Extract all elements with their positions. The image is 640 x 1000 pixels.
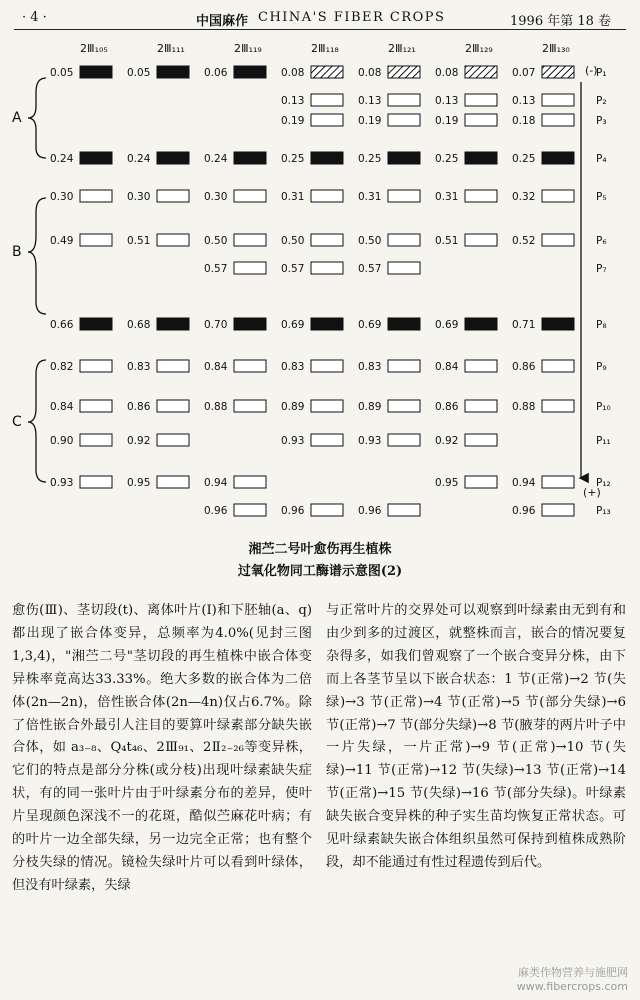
band-rf-label: 0.49 bbox=[50, 235, 74, 247]
band-rf-label: 0.51 bbox=[435, 235, 459, 247]
band-white bbox=[388, 234, 420, 246]
band-position-label: P₁₂ bbox=[596, 477, 611, 489]
lane-7 bbox=[512, 42, 574, 517]
band-position-label: P₁₁ bbox=[596, 435, 611, 447]
band-rf-label: 0.88 bbox=[512, 401, 536, 413]
band-black bbox=[157, 318, 189, 330]
band-rf-label: 0.19 bbox=[435, 115, 459, 127]
band-black bbox=[542, 318, 574, 330]
band-rf-label: 0.25 bbox=[281, 153, 305, 165]
band-white bbox=[388, 114, 420, 126]
band-white bbox=[388, 400, 420, 412]
band-white bbox=[542, 114, 574, 126]
band-black bbox=[157, 66, 189, 78]
band-rf-label: 0.25 bbox=[512, 153, 536, 165]
band-rf-label: 0.83 bbox=[281, 361, 305, 373]
band-position-label: P₄ bbox=[596, 153, 607, 165]
band-white bbox=[311, 504, 343, 516]
band-rf-label: 0.82 bbox=[50, 361, 74, 373]
band-rf-label: 0.50 bbox=[281, 235, 305, 247]
band-black bbox=[542, 152, 574, 164]
watermark-line1: 麻类作物营养与施肥网 bbox=[518, 966, 628, 979]
band-position-label: P₉ bbox=[596, 361, 607, 373]
band-white bbox=[234, 476, 266, 488]
lane-label: 2Ⅲ₁₃₀ bbox=[542, 42, 570, 55]
band-white bbox=[311, 434, 343, 446]
band-white bbox=[465, 434, 497, 446]
figure-caption-line1: 湘苎二号叶愈伤再生植株 bbox=[248, 542, 392, 557]
lane-label: 2Ⅲ₁₂₁ bbox=[388, 42, 416, 55]
band-white bbox=[465, 234, 497, 246]
band-rf-label: 0.89 bbox=[281, 401, 305, 413]
band-rf-label: 0.94 bbox=[204, 477, 228, 489]
band-white bbox=[388, 262, 420, 274]
band-black bbox=[388, 152, 420, 164]
band-rf-label: 0.57 bbox=[281, 263, 305, 275]
band-white bbox=[157, 190, 189, 202]
band-black bbox=[80, 318, 112, 330]
band-rf-label: 0.19 bbox=[281, 115, 305, 127]
band-hatch bbox=[388, 66, 420, 78]
band-rf-label: 0.19 bbox=[358, 115, 382, 127]
band-rf-label: 0.31 bbox=[435, 191, 459, 203]
band-white bbox=[234, 400, 266, 412]
band-white bbox=[388, 504, 420, 516]
band-white bbox=[80, 234, 112, 246]
band-rf-label: 0.86 bbox=[512, 361, 536, 373]
band-white bbox=[311, 234, 343, 246]
anode-label: (+) bbox=[583, 486, 601, 499]
band-rf-label: 0.57 bbox=[204, 263, 228, 275]
band-white bbox=[157, 434, 189, 446]
band-rf-label: 0.13 bbox=[512, 95, 536, 107]
band-rf-label: 0.51 bbox=[127, 235, 151, 247]
band-rf-label: 0.32 bbox=[512, 191, 536, 203]
band-white bbox=[388, 190, 420, 202]
band-rf-label: 0.92 bbox=[435, 435, 459, 447]
band-black bbox=[80, 152, 112, 164]
lane-label: 2Ⅲ₁₁₁ bbox=[157, 42, 185, 55]
journal-title-cn: 中国麻作 bbox=[196, 14, 249, 29]
band-white bbox=[80, 476, 112, 488]
band-rf-label: 0.92 bbox=[127, 435, 151, 447]
band-rf-label: 0.83 bbox=[127, 361, 151, 373]
watermark-line2: www.fibercrops.com bbox=[516, 980, 628, 993]
band-rf-label: 0.05 bbox=[127, 67, 151, 79]
band-hatch bbox=[465, 66, 497, 78]
band-white bbox=[311, 94, 343, 106]
group-label-c: C bbox=[12, 414, 22, 430]
band-rf-label: 0.96 bbox=[512, 505, 536, 517]
band-rf-label: 0.96 bbox=[358, 505, 382, 517]
band-rf-label: 0.93 bbox=[281, 435, 305, 447]
figure-caption-line2: 过氧化物同工酶谱示意图(2) bbox=[237, 564, 403, 579]
band-rf-label: 0.18 bbox=[512, 115, 536, 127]
band-rf-label: 0.24 bbox=[127, 153, 151, 165]
band-rf-label: 0.90 bbox=[50, 435, 74, 447]
band-rf-label: 0.30 bbox=[127, 191, 151, 203]
band-white bbox=[388, 94, 420, 106]
group-brace-b bbox=[12, 198, 46, 314]
lanes-layer bbox=[50, 42, 611, 517]
journal-title-en: CHINA'S FIBER CROPS bbox=[258, 10, 446, 25]
band-rf-label: 0.69 bbox=[358, 319, 382, 331]
band-rf-label: 0.69 bbox=[435, 319, 459, 331]
right-text-column bbox=[326, 600, 626, 875]
lane-5 bbox=[358, 42, 420, 517]
band-white bbox=[542, 360, 574, 372]
zymogram-figure bbox=[0, 30, 640, 530]
lane-3 bbox=[204, 42, 266, 517]
group-label-a: A bbox=[12, 110, 22, 126]
band-black bbox=[157, 152, 189, 164]
band-rf-label: 0.93 bbox=[50, 477, 74, 489]
band-white bbox=[80, 360, 112, 372]
band-black bbox=[465, 152, 497, 164]
band-black bbox=[311, 152, 343, 164]
band-rf-label: 0.95 bbox=[435, 477, 459, 489]
band-rf-label: 0.31 bbox=[358, 191, 382, 203]
band-rf-label: 0.84 bbox=[204, 361, 228, 373]
band-rf-label: 0.84 bbox=[50, 401, 74, 413]
band-position-label: P₁ bbox=[596, 67, 607, 79]
band-rf-label: 0.13 bbox=[435, 95, 459, 107]
band-rf-label: 0.52 bbox=[512, 235, 536, 247]
band-hatch bbox=[542, 66, 574, 78]
band-rf-label: 0.25 bbox=[358, 153, 382, 165]
band-white bbox=[157, 400, 189, 412]
band-white bbox=[465, 94, 497, 106]
band-position-label: P₃ bbox=[596, 115, 607, 127]
band-black bbox=[465, 318, 497, 330]
band-white bbox=[311, 190, 343, 202]
band-rf-label: 0.07 bbox=[512, 67, 536, 79]
band-rf-label: 0.86 bbox=[127, 401, 151, 413]
band-position-label: P₆ bbox=[596, 235, 607, 247]
page-header bbox=[0, 0, 640, 28]
band-white bbox=[542, 400, 574, 412]
left-text-column bbox=[12, 600, 312, 898]
band-rf-label: 0.24 bbox=[50, 153, 74, 165]
band-white bbox=[80, 434, 112, 446]
band-rf-label: 0.94 bbox=[512, 477, 536, 489]
group-brace-a bbox=[12, 78, 46, 158]
band-white bbox=[234, 360, 266, 372]
band-black bbox=[234, 66, 266, 78]
band-black bbox=[80, 66, 112, 78]
band-rf-label: 0.69 bbox=[281, 319, 305, 331]
band-rf-label: 0.96 bbox=[204, 505, 228, 517]
band-white bbox=[465, 360, 497, 372]
band-white bbox=[465, 114, 497, 126]
lane-label: 2Ⅲ₁₂₉ bbox=[465, 42, 493, 55]
band-rf-label: 0.84 bbox=[435, 361, 459, 373]
band-rf-label: 0.88 bbox=[204, 401, 228, 413]
issue-info: 1996 年第 18 卷 bbox=[510, 14, 612, 29]
band-white bbox=[311, 262, 343, 274]
lane-2 bbox=[127, 42, 189, 489]
lane-label: 2Ⅲ₁₁₉ bbox=[234, 42, 262, 55]
band-rf-label: 0.31 bbox=[281, 191, 305, 203]
band-white bbox=[80, 190, 112, 202]
band-rf-label: 0.71 bbox=[512, 319, 536, 331]
right-paragraph: 与正常叶片的交界处可以观察到叶绿素由无到有和由少到多的过渡区，就整株而言，嵌合的情况要复杂得多，如我们曾观察了一个嵌合变异分株，由下而上各茎节呈以下嵌合状态：1 节(正常)→2 节(失绿)→3 节(正常)→4 节(正常)→5 节(部分失绿)→6 节(正常)→7 节(部分失绿)→8 节(腋芽的两片叶子中一片失绿，一片正常)→9 节(正常)→10 节(失绿)→11 节(正常)→12 节(失绿)→13 节(正常)→14 节(正常)→15 节(失绿)→16 节(部分失绿)。叶绿素缺失嵌合变异株的种子实生苗均恢复正常状态。可见叶绿素缺失嵌合体组织虽然可保持到植株成熟阶段，却不能通过有性过程遗传到后代。 bbox=[326, 603, 626, 870]
band-rf-label: 0.08 bbox=[358, 67, 382, 79]
group-brace-c bbox=[12, 360, 46, 482]
band-white bbox=[465, 190, 497, 202]
band-position-label: P₇ bbox=[596, 263, 607, 275]
band-hatch bbox=[311, 66, 343, 78]
band-position-label: P₂ bbox=[596, 95, 607, 107]
band-white bbox=[388, 434, 420, 446]
group-label-b: B bbox=[12, 244, 22, 260]
band-rf-label: 0.25 bbox=[435, 153, 459, 165]
band-rf-label: 0.08 bbox=[281, 67, 305, 79]
band-white bbox=[157, 476, 189, 488]
band-rf-label: 0.68 bbox=[127, 319, 151, 331]
band-rf-label: 0.30 bbox=[204, 191, 228, 203]
band-rf-label: 0.86 bbox=[435, 401, 459, 413]
lane-6 bbox=[435, 42, 497, 489]
band-rf-label: 0.83 bbox=[358, 361, 382, 373]
band-white bbox=[465, 476, 497, 488]
band-rf-label: 0.89 bbox=[358, 401, 382, 413]
band-rf-label: 0.96 bbox=[281, 505, 305, 517]
lane-label: 2Ⅲ₁₀₅ bbox=[80, 42, 108, 55]
band-white bbox=[542, 504, 574, 516]
band-rf-label: 0.13 bbox=[358, 95, 382, 107]
lane-1 bbox=[50, 42, 112, 489]
band-black bbox=[234, 152, 266, 164]
lane-4 bbox=[281, 42, 343, 517]
band-white bbox=[311, 360, 343, 372]
band-white bbox=[234, 504, 266, 516]
band-white bbox=[542, 476, 574, 488]
band-rf-label: 0.24 bbox=[204, 153, 228, 165]
band-position-label: P₈ bbox=[596, 319, 607, 331]
band-position-label: P₁₃ bbox=[596, 505, 611, 517]
band-rf-label: 0.95 bbox=[127, 477, 151, 489]
left-paragraph: 愈伤(Ⅲ)、茎切段(t)、离体叶片(I)和下胚轴(a、q)都出现了嵌合体变异，总频率为4.0%(见封三图1,3,4)，"湘苎二号"茎切段的再生植株中嵌合体变异株率竟高达33.33%。绝大多数的嵌合体为二倍体(2n—2n)，倍性嵌合体(2n—4n)仅占6.7%。除了倍性嵌合外最引人注目的要算叶绿素部分缺失嵌合体，如 a₃₋₈、Q₄t₄₆、2Ⅲ₉₁、2Ⅱ₂₋₂₆等变异株，它们的特点是部分分株(或分枝)出现叶绿素缺失症状，有的同一张叶片由于叶绿素分布的差异，使叶片呈现颜色深浅不一的花斑，酷似苎麻花叶病；有的叶片一边全部失绿，另一边完全正常；也有整个分枝失绿的情况。镜检失绿叶片可以看到叶绿体，但没有叶绿素，失绿 bbox=[12, 603, 312, 893]
page-number: · 4 · bbox=[22, 10, 47, 25]
cathode-label: (-) bbox=[585, 64, 598, 77]
band-rf-label: 0.06 bbox=[204, 67, 228, 79]
band-rf-label: 0.08 bbox=[435, 67, 459, 79]
band-rf-label: 0.13 bbox=[281, 95, 305, 107]
lane-label: 2Ⅲ₁₁₈ bbox=[311, 42, 339, 55]
band-rf-label: 0.05 bbox=[50, 67, 74, 79]
band-rf-label: 0.66 bbox=[50, 319, 74, 331]
band-white bbox=[157, 234, 189, 246]
band-white bbox=[234, 190, 266, 202]
band-rf-label: 0.30 bbox=[50, 191, 74, 203]
band-white bbox=[234, 262, 266, 274]
band-rf-label: 0.50 bbox=[358, 235, 382, 247]
band-white bbox=[311, 400, 343, 412]
band-black bbox=[388, 318, 420, 330]
band-position-label: P₅ bbox=[596, 191, 607, 203]
band-white bbox=[465, 400, 497, 412]
band-rf-label: 0.93 bbox=[358, 435, 382, 447]
band-white bbox=[80, 400, 112, 412]
band-white bbox=[234, 234, 266, 246]
band-rf-label: 0.70 bbox=[204, 319, 228, 331]
band-rf-label: 0.57 bbox=[358, 263, 382, 275]
band-black bbox=[234, 318, 266, 330]
band-rf-label: 0.50 bbox=[204, 235, 228, 247]
band-white bbox=[388, 360, 420, 372]
band-white bbox=[157, 360, 189, 372]
band-position-label: P₁₀ bbox=[596, 401, 611, 413]
band-white bbox=[542, 94, 574, 106]
band-black bbox=[311, 318, 343, 330]
band-white bbox=[311, 114, 343, 126]
band-white bbox=[542, 190, 574, 202]
site-watermark bbox=[517, 966, 628, 994]
band-white bbox=[542, 234, 574, 246]
